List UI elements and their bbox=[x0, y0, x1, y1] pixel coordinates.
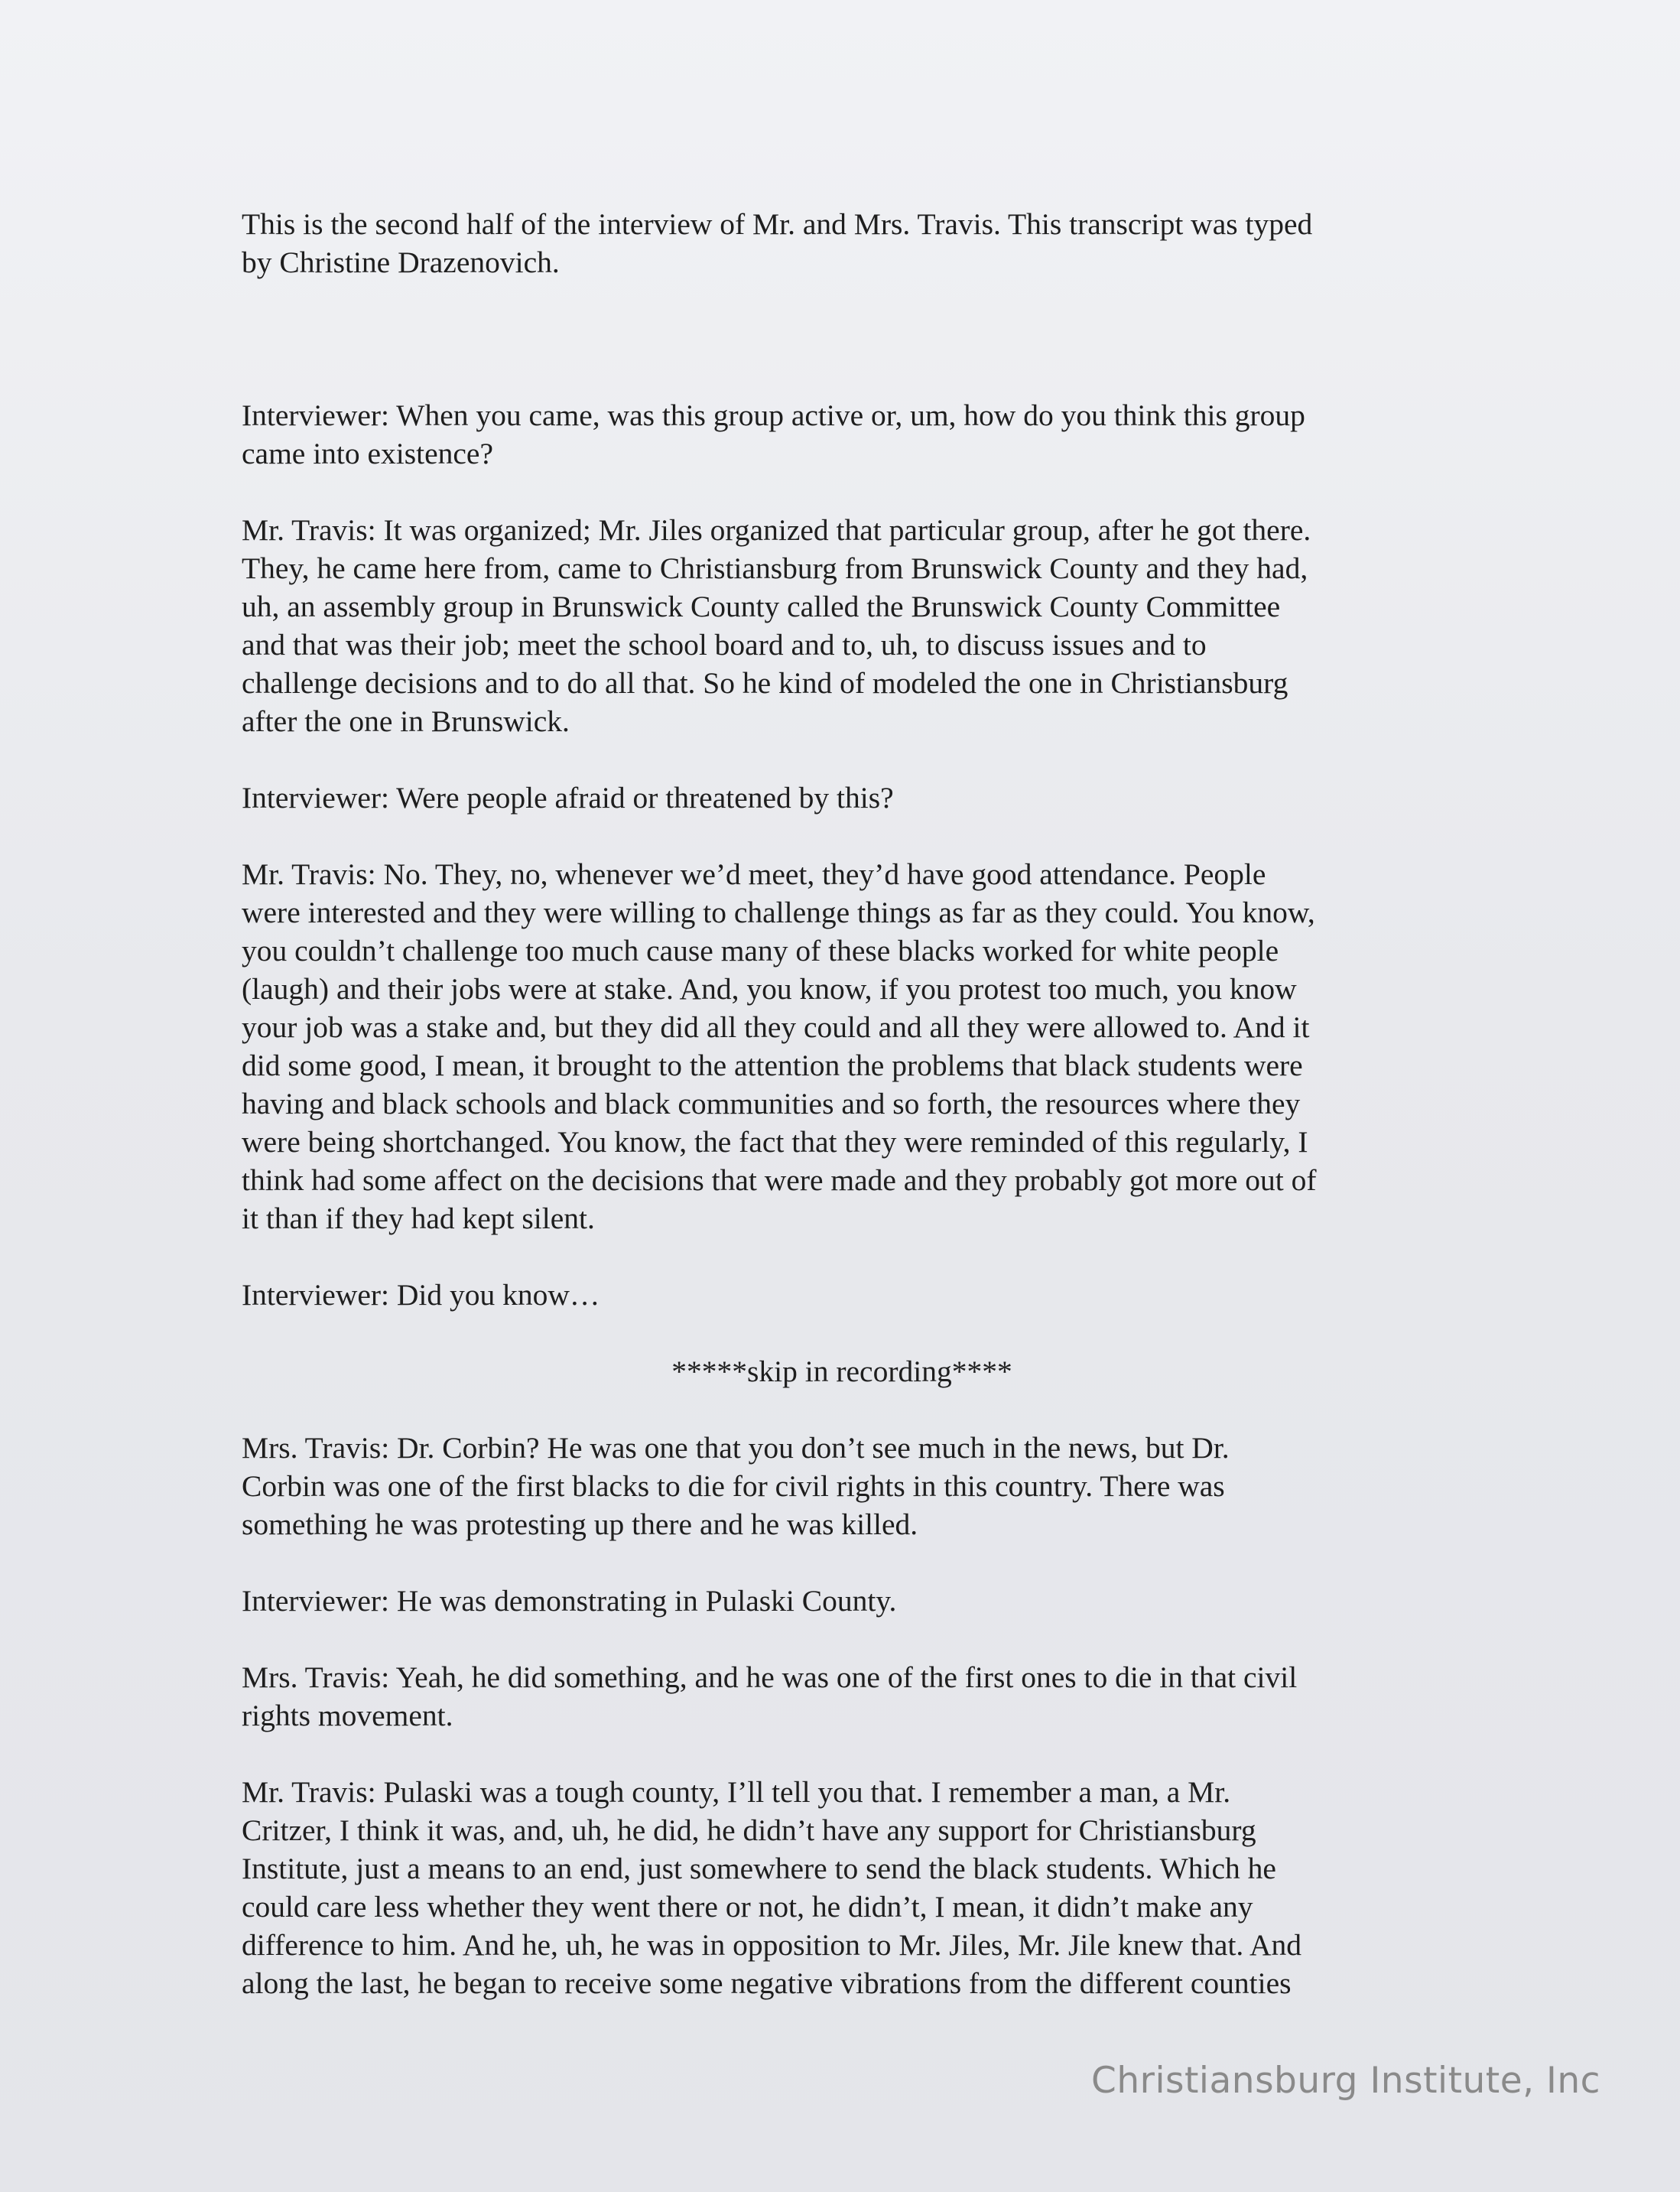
transcript-paragraph: Mrs. Travis: Dr. Corbin? He was one that you don’t see much in the news, but Dr. Corbin was one of the first blacks to die for civil rights in this country. There was something he was protesting up there and he was killed. bbox=[242, 1431, 1230, 1541]
transcript-paragraph: Interviewer: Were people afraid or threatened by this? bbox=[242, 781, 894, 815]
transcript-paragraph: Mr. Travis: It was organized; Mr. Jiles organized that particular group, after he got there. They, he came here from, came to Christiansburg from Brunswick County and they had, uh, an assembly group in Brunswick County called the Brunswick County Committee and that was their job; meet the school board and to, uh, to discuss issues and to challenge decisions and to do all that. So he kind of modeled the one in Christiansburg after the one in Brunswick. bbox=[242, 513, 1311, 738]
transcript-paragraph: Mrs. Travis: Yeah, he did something, and he was one of the first ones to die in that civil rights movement. bbox=[242, 1660, 1298, 1732]
transcript-paragraph: Mr. Travis: No. They, no, whenever we’d meet, they’d have good attendance. People were interested and they were willing to challenge things as far as they could. You know, you couldn’t challenge too much cause many of these blacks worked for white people (laugh) and their jobs were at stake. And, you know, if you protest too much, you know your job was a stake and, but they did all they could and all they were allowed to. And it did some good, I mean, it brought to the attention the problems that black students were having and black schools and black communities and so forth, the resources where they were being shortchanged. You know, the fact that they were reminded of this regularly, I think had some affect on the decisions that were made and they probably got more out of it than if they had kept silent. bbox=[242, 857, 1317, 1235]
watermark-text: Christiansburg Institute, Inc bbox=[1091, 2060, 1600, 2102]
transcript-body bbox=[242, 205, 1442, 2041]
intro-paragraph: This is the second half of the interview of Mr. and Mrs. Travis. This transcript was typed by Christine Drazenovich. bbox=[242, 207, 1313, 279]
transcript-paragraph: Mr. Travis: Pulaski was a tough county, I’ll tell you that. I remember a man, a Mr. Critzer, I think it was, and, uh, he did, he didn’t have any support for Christiansburg Institute, just a means to an end, just somewhere to send the black students. Which he could care less whether they went there or not, he didn’t, I mean, it didn’t make any difference to him. And he, uh, he was in opposition to Mr. Jiles, Mr. Jile knew that. And along the last, he began to receive some negative vibrations from the different counties bbox=[242, 1775, 1302, 2000]
transcript-paragraph: Interviewer: He was demonstrating in Pulaski County. bbox=[242, 1584, 897, 1618]
skip-in-recording-note: *****skip in recording**** bbox=[671, 1355, 1012, 1388]
transcript-paragraph: Interviewer: Did you know… bbox=[242, 1278, 600, 1312]
transcript-paragraph: Interviewer: When you came, was this group active or, um, how do you think this group came into existence? bbox=[242, 398, 1305, 470]
